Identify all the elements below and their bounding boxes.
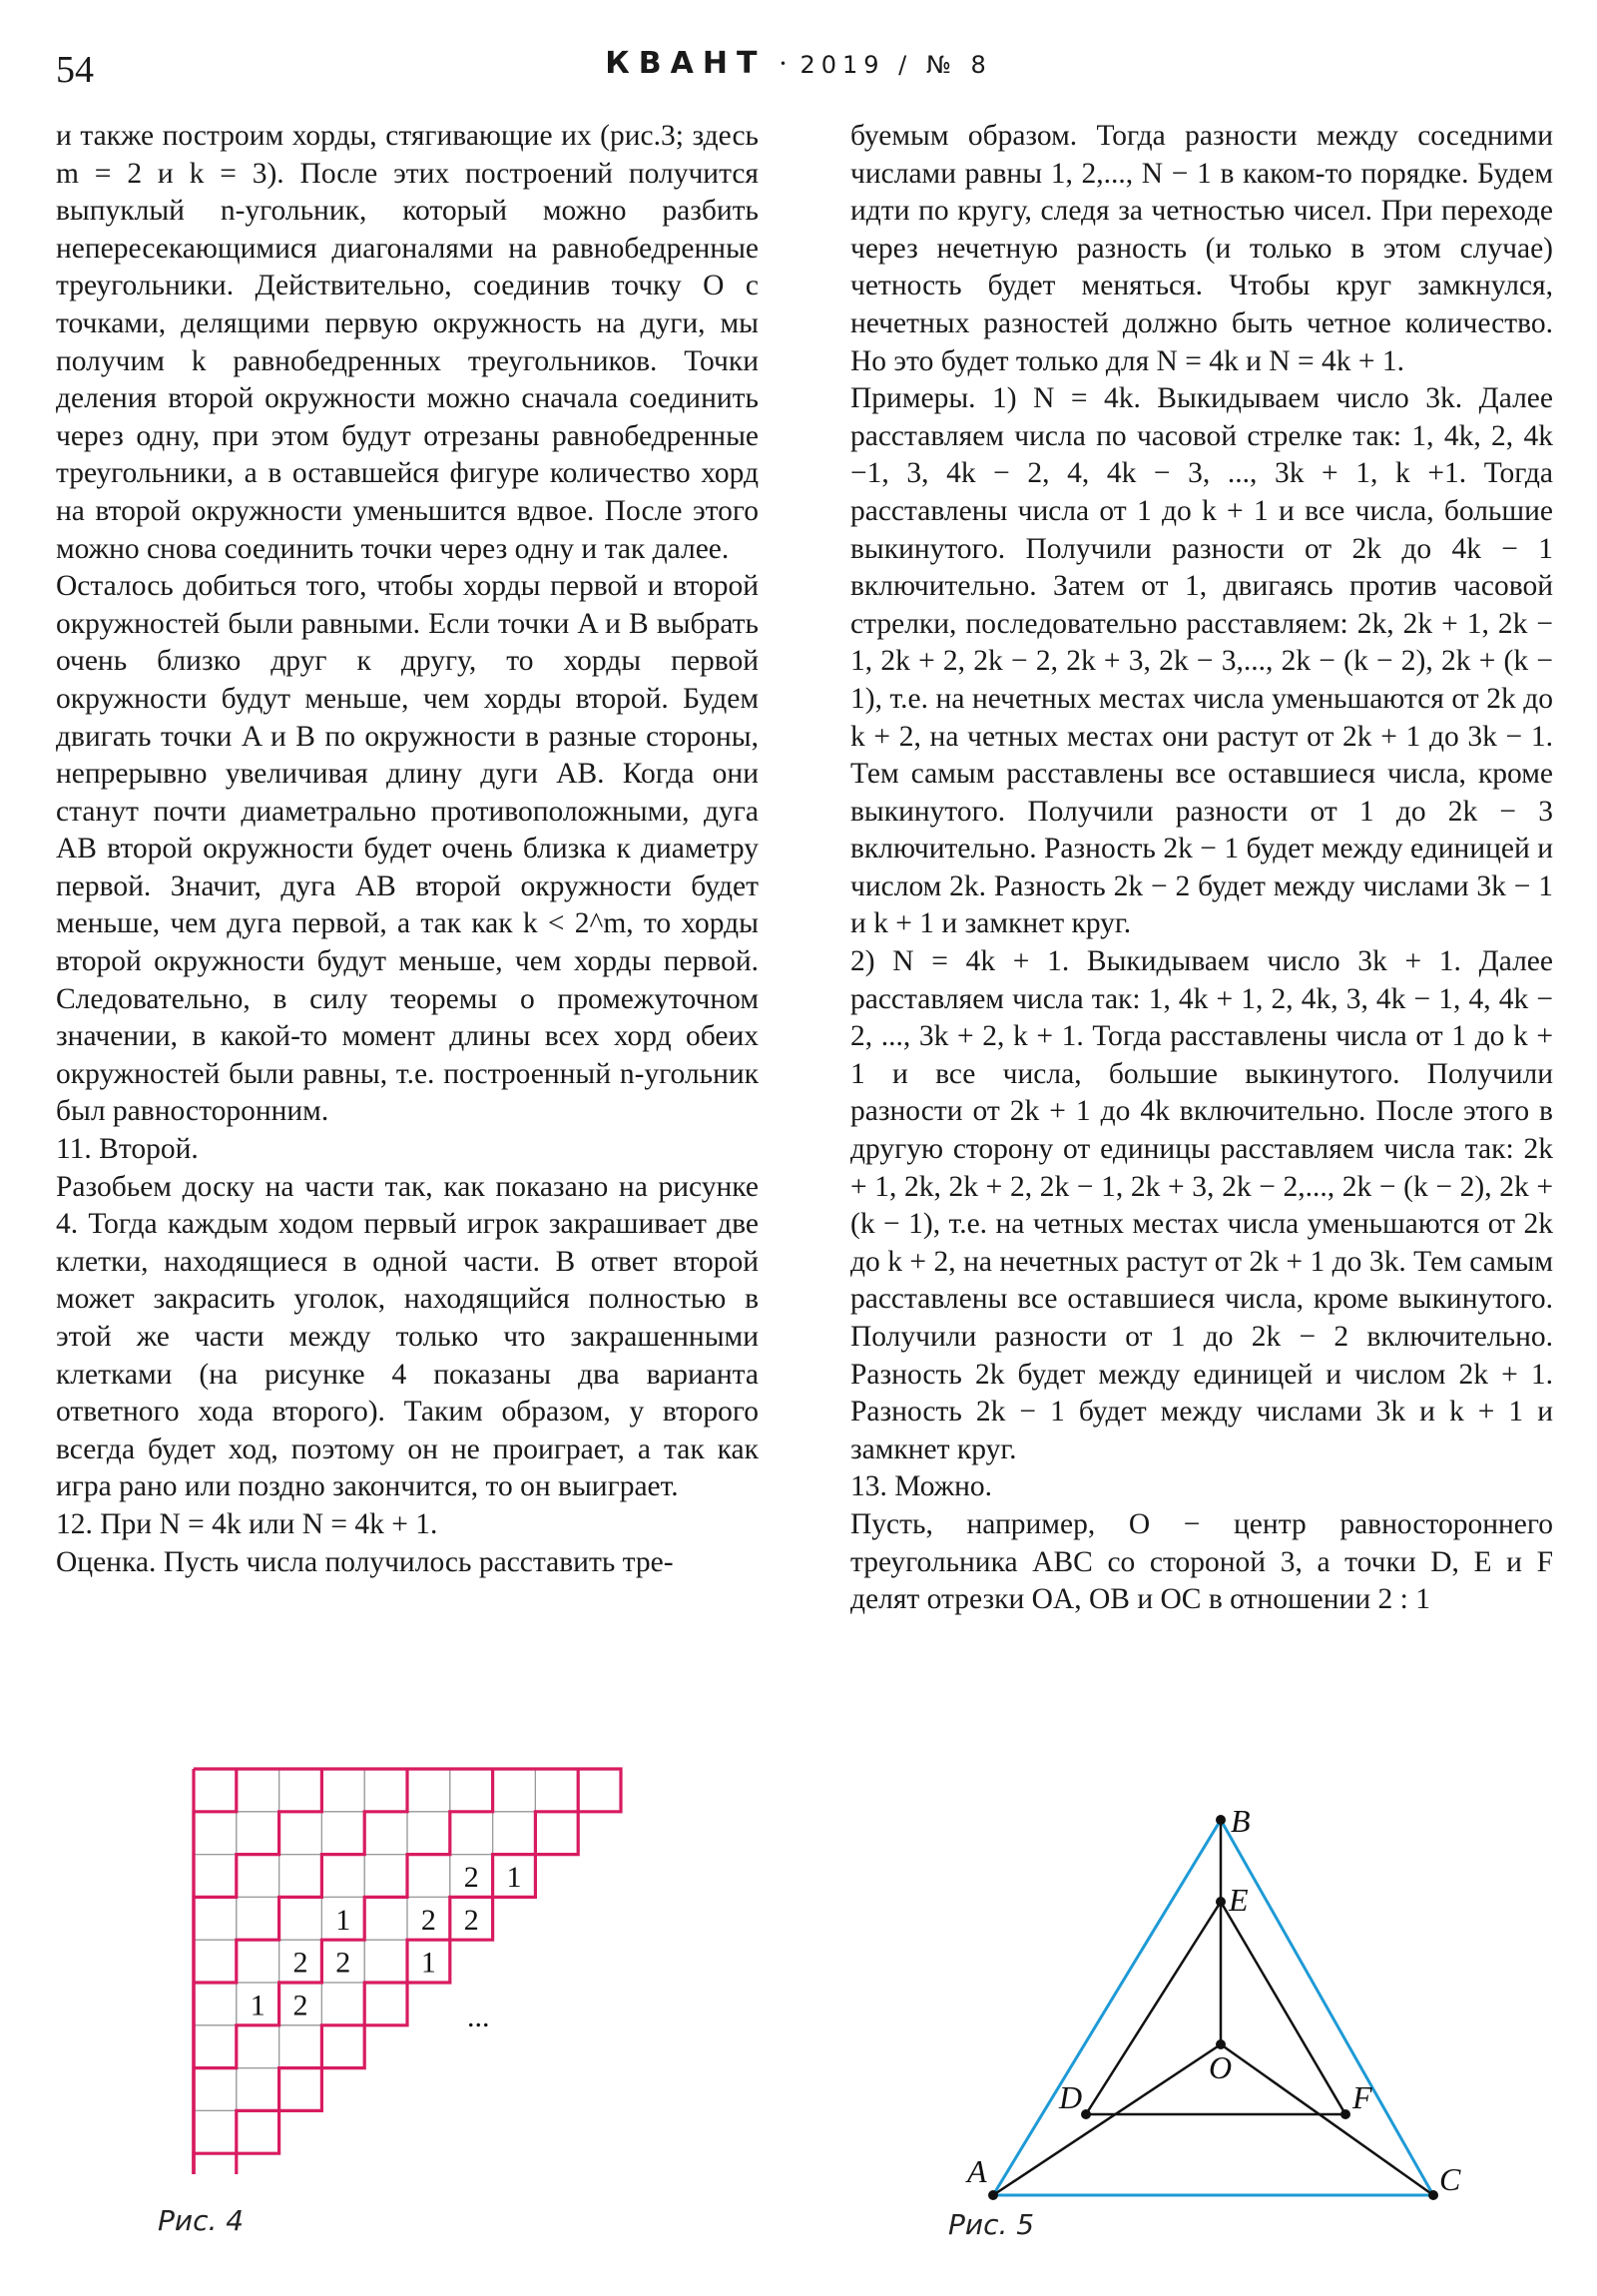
paragraph: и также построим хорды, стягивающие их (рис.3; здесь m = 2 и k = 3). После этих построений получится выпуклый n-угольник, который можно разбить непересекающимися диагоналями на равнобедренные треугольники. Действительно, соединив точку O с точками, делящими первую окружность на дуги, мы получим k равнобедренных треугольников. Точки деления второй окружности можно сначала соединить через одну, при этом будут отрезаны равнобедренные треугольники, а в оставшейся фигуре количество хорд на второй окружности уменьшится вдвое. После этого можно снова соединить точки через одну и так далее. [56,120,759,565]
cell-number: 2 [292,1989,308,2022]
board-cell [194,1897,237,1940]
point-b [1216,1815,1226,1825]
board-cell [450,1812,493,1855]
board-cell [321,1769,364,1812]
board-cell [237,1769,279,1812]
board-cell [237,2025,279,2068]
point-f [1340,2109,1350,2119]
board-cell [194,1812,237,1855]
outer-triangle-abc [993,1820,1433,2195]
figure-4-caption: Рис. 4 [158,2204,245,2237]
point-e [1216,1897,1226,1907]
journal-title: КВАНТ [605,46,767,81]
board-cell [535,1812,578,1855]
point-d [1081,2109,1091,2119]
segment-oa [993,2044,1221,2195]
paragraph: Оценка. Пусть числа получилось расставить тре- [56,1545,674,1578]
label-d: D [1059,2079,1083,2115]
label-o: O [1209,2049,1233,2085]
paragraph: Пусть, например, O − центр равностороннего треугольника ABC со стороной 3, а точки D, E и F делят отрезки OA, OB и OC в отношении 2 : 1 [850,1507,1553,1616]
point-a [988,2190,998,2200]
vertex-points [988,1815,1438,2200]
board-cell [321,1983,364,2025]
answer-12: 12. При N = 4k или N = 4k + 1. [56,1507,438,1540]
board-cell [407,1812,450,1855]
figure-5-triangle [953,1805,1472,2224]
answer-13: 13. Можно. [850,1470,993,1503]
paragraph: Примеры. 1) N = 4k. Выкидываем число 3k. Далее расставляем числа по часовой стрелке так: 1, 4k, 2, 4k −1, 3, 4k − 2, 4, 4k − 3, ..., 3k + 1, k +1. Тогда расставлены числа от 1 до k + 1 и все числа, большие выкинутого. Получили разности от 2k до 4k − 1 включительно. Затем от 1, двигаясь против часовой стрелки, последовательно расставляем: 2k, 2k + 1, 2k − 1, 2k + 2, 2k − 2, 2k + 3, 2k − 3,..., 2k − (k − 2), 2k + (k − 1), т.е. на нечетных местах числа уменьшаются от 2k до k + 2, на четных местах они растут от 2k + 1 до 3k − 1. Тем самым расставлены все оставшиеся числа, кроме выкинутого. Получили разности от 1 до 2k − 3 включительно. Разность 2k − 1 будет между единицей и числом 2k. Разность 2k − 2 будет между числами 3k − 1 и k + 1 и замкнет круг. [850,382,1553,940]
answer-11: 11. Второй. [56,1133,199,1166]
board-cell [321,1855,364,1898]
board-cell [279,1855,322,1898]
label-e: E [1229,1882,1249,1918]
paragraph: Осталось добиться того, чтобы хорды первой и второй окружностей были равными. Если точки A и B выбрать очень близко друг к другу, то хорды первой окружности будут меньше, чем хорды второй. Будем двигать точки A и B по окружности в разные стороны, непрерывно увеличивая длину дуги AB. Когда они станут почти диаметрально противоположными, дуга AB второй окружности будет очень близка к диаметру первой. Значит, дуга AB второй окружности будет меньше, чем дуга первой, а так как k < 2^m, то хорды второй окружности будут меньше, чем хорды первой. Следовательно, в силу теоремы о промежуточном значении, в какой-то момент длины всех хорд обеих окружностей были равны, т.е. построенный n-угольник был равносторонним. [56,570,759,1128]
board-cell [493,1812,536,1855]
cell-number: 2 [335,1946,351,1980]
paragraph: буемым образом. Тогда разности между соседними числами равны 1, 2,..., N − 1 в каком-то порядке. Будем идти по кругу, следя за четностью чисел. При переходе через нечетную разность (и только в этом случае) четность будет меняться. Чтобы круг замкнулся, нечетных разностей должно быть четное количество. Но это будет только для N = 4k и N = 4k + 1. [850,120,1553,377]
right-column [850,118,1553,1619]
board-cell [407,1769,450,1812]
cell-number: 1 [250,1989,266,2022]
segment-oc [1221,2044,1433,2195]
board-cell [194,2025,237,2068]
cell-number: 2 [463,1861,479,1894]
board-cell [279,1769,322,1812]
board-cell [493,1769,536,1812]
board-cell [194,1855,237,1898]
board-cell [364,1983,407,2025]
board-cell [364,1769,407,1812]
label-c: C [1439,2161,1461,2197]
board-cell [237,2068,279,2111]
cell-number: 1 [420,1946,436,1980]
board-cell [321,1812,364,1855]
board-cell [194,2153,237,2174]
board-cell [407,1855,450,1898]
running-head: КВАНТ · 2019 / № 8 [605,46,992,81]
board-cell [578,1769,621,1812]
board-cell [237,2110,279,2153]
cell-number: 2 [463,1903,479,1937]
cell-number: 2 [420,1903,436,1937]
board-cell [194,1769,237,1812]
board-cell [194,2068,237,2111]
board-cell [279,2025,322,2068]
paragraph: 2) N = 4k + 1. Выкидываем число 3k + 1. Далее расставляем числа так: 1, 4k + 1, 2, 4k, 3, 4k − 1, 4, 4k − 2, ..., 3k + 2, k + 1. Тогда расставлены числа от 1 до k + 1 и все числа, большие выкинутого. Получили разности от 2k + 1 до 4k включительно. После этого в другую сторону от единицы расставляем числа так: 2k + 1, 2k, 2k + 2, 2k − 1, 2k + 3, 2k − 2,..., 2k − (k − 2), 2k + (k − 1), т.е. на четных местах числа уменьшаются от 2k до k + 2, на нечетных растут от 2k + 1 до 3k. Тем самым расставлены все оставшиеся числа, кроме выкинутого. Получили разности от 1 до 2k − 2 включительно. Разность 2k будет между единицей и числом 2k + 1. Разность 2k − 1 будет между числами 3k и k + 1 и замкнет круг. [850,945,1553,1465]
partition-line [194,1769,578,2174]
paragraph: Разобьем доску на части так, как показано на рисунке 4. Тогда каждым ходом первый игрок закрашивает две клетки, находящиеся в одной части. В ответ второй может закрасить уголок, находящийся полностью в этой же части между только что закрашенными клетками (на рисунке 4 показаны два варианта ответного хода второго). Таким образом, у второго всегда будет ход, поэтому он не проиграет, а так как игра рано или поздно закончится, то он выиграет. [56,1170,759,1503]
cell-number: 1 [506,1861,522,1894]
label-f: F [1352,2079,1372,2115]
board-cell [279,1812,322,1855]
board-cell [237,1812,279,1855]
point-o [1216,2039,1226,2049]
board-cell [364,1940,407,1983]
board-cell [237,1855,279,1898]
board-cell [194,2110,237,2153]
board-cell [279,2068,322,2111]
figure-5-caption: Рис. 5 [948,2208,1035,2241]
board-cell [321,2025,364,2068]
left-column [56,118,759,1581]
page-number: 54 [56,49,94,91]
board-cell [364,1812,407,1855]
figure-4-board [190,1765,629,2174]
label-a: A [967,2153,987,2189]
point-c [1428,2190,1438,2200]
board-ellipsis: ... [467,2001,490,2033]
board-cell [194,1940,237,1983]
board-cell [450,1769,493,1812]
board-cell [279,1897,322,1940]
board-cell [364,1897,407,1940]
board-cell [237,1940,279,1983]
board-cell [364,1855,407,1898]
board-cell [194,1983,237,2025]
partition-line [194,1769,237,2174]
board-cell [237,1897,279,1940]
cell-number: 2 [292,1946,308,1980]
cell-number: 1 [335,1903,351,1937]
label-b: B [1231,1805,1251,1839]
board-cell [535,1769,578,1812]
issue-number: 2019 / № 8 [799,51,992,79]
